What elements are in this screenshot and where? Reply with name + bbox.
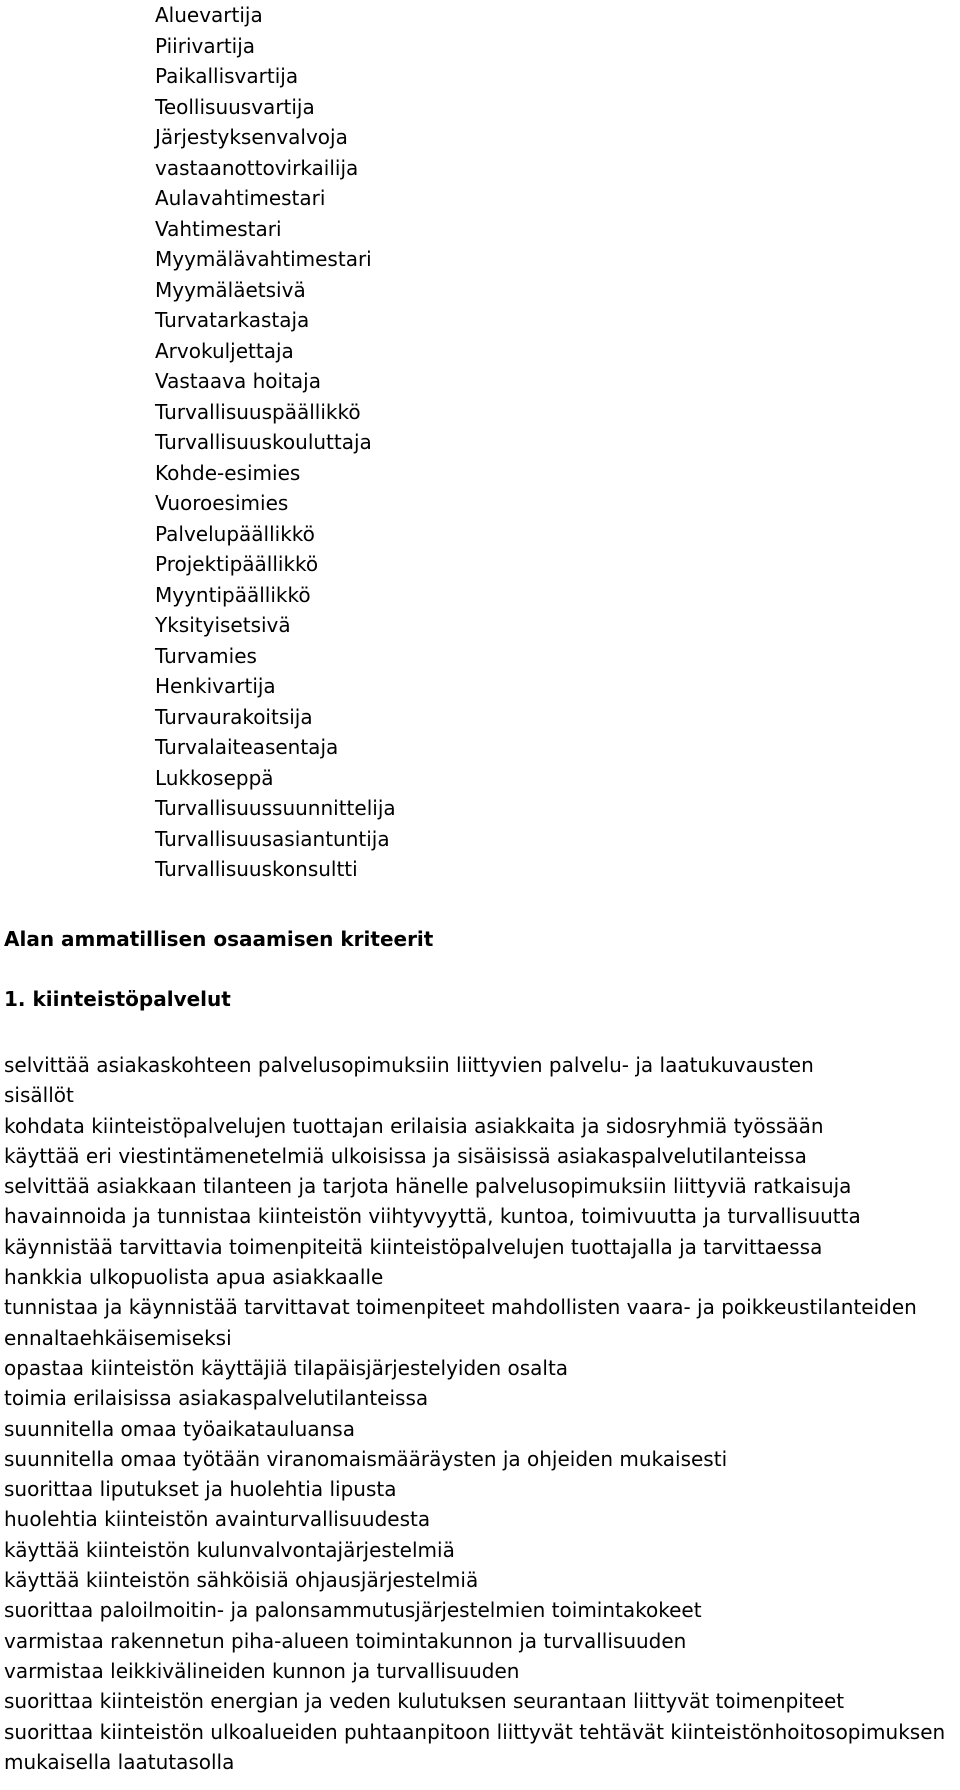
job-title: Kohde-esimies — [155, 460, 301, 485]
criteria-item: selvittää asiakkaan tilanteen ja tarjota hänelle palvelusopimuksiin liittyviä ratkaisuja — [4, 1174, 852, 1199]
job-title: Aulavahtimestari — [155, 186, 326, 210]
job-title: Vastaava hoitaja — [155, 369, 321, 393]
criteria-item: havainnoida ja tunnistaa kiinteistön viihtyvyyttä, kuntoa, toimivuutta ja turvallisuutta — [4, 1204, 861, 1229]
job-title: Järjestyksenvalvoja — [155, 125, 348, 149]
criteria-item: käyttää kiinteistön sähköisiä ohjausjärjestelmiä — [4, 1568, 479, 1593]
criteria-item: opastaa kiinteistön käyttäjiä tilapäisjärjestelyiden osalta — [4, 1355, 569, 1380]
job-title: Turvaurakoitsija — [155, 704, 313, 729]
job-title: Henkivartija — [155, 674, 276, 698]
job-title: Turvalaiteasentaja — [155, 735, 339, 759]
job-title: Projektipäällikkö — [155, 552, 319, 576]
criteria-item: varmistaa rakennetun piha-alueen toimintakunnon ja turvallisuuden — [4, 1628, 687, 1653]
job-title: vastaanottovirkailija — [155, 155, 359, 180]
job-title: Turvamies — [155, 643, 257, 668]
job-title: Turvallisuuskouluttaja — [155, 430, 372, 454]
criteria-item: suorittaa kiinteistön ulkoalueiden puhtaanpitoon liittyvät tehtävät kiinteistönhoitosopimuksen mukaisella laatutasolla — [4, 1719, 946, 1774]
criteria-item: suorittaa paloilmoitin- ja palonsammutusjärjestelmien toimintakokeet — [4, 1598, 702, 1623]
job-title-list — [155, 0, 396, 885]
section-heading: Alan ammatillisen osaamisen kriteerit — [4, 927, 434, 951]
job-title: Piirivartija — [155, 33, 256, 58]
job-title: Myyntipäällikkö — [155, 582, 311, 607]
criteria-item: tunnistaa ja käynnistää tarvittavat toimenpiteet mahdollisten vaara- ja poikkeustilanteiden ennaltaehkäisemiseksi — [4, 1295, 917, 1350]
job-title: Vahtimestari — [155, 216, 282, 241]
criteria-item: varmistaa leikkivälineiden kunnon ja turvallisuuden — [4, 1658, 520, 1683]
criteria-item: käyttää kiinteistön kulunvalvontajärjestelmiä — [4, 1537, 455, 1562]
criteria-item: kohdata kiinteistöpalvelujen tuottajan erilaisia asiakkaita ja sidosryhmiä työssään — [4, 1113, 824, 1138]
job-title: Arvokuljettaja — [155, 338, 294, 363]
job-title: Turvatarkastaja — [155, 308, 310, 332]
job-title: Aluevartija — [155, 3, 263, 27]
job-title: Myymälävahtimestari — [155, 247, 372, 271]
job-title: Turvallisuussuunnittelija — [155, 796, 396, 820]
criteria-item: toimia erilaisissa asiakaspalvelutilanteissa — [4, 1386, 429, 1411]
criteria-item: suunnitella omaa työaikatauluansa — [4, 1416, 355, 1441]
job-title: Yksityisetsivä — [155, 613, 291, 637]
criteria-item: suorittaa liputukset ja huolehtia lipusta — [4, 1477, 397, 1502]
job-title: Vuoroesimies — [155, 491, 289, 515]
job-title: Lukkoseppä — [155, 765, 274, 790]
job-title: Teollisuusvartija — [155, 94, 315, 119]
criteria-item: selvittää asiakaskohteen palvelusopimuksiin liittyvien palvelu- ja laatukuvausten sisällöt — [4, 1053, 814, 1108]
criteria-item: käyttää eri viestintämenetelmiä ulkoisissa ja sisäisissä asiakaspalvelutilanteissa — [4, 1143, 807, 1168]
job-title: Paikallisvartija — [155, 64, 299, 88]
job-title: Turvallisuuskonsultti — [155, 857, 358, 881]
criteria-list — [4, 1050, 954, 1777]
criteria-item: suorittaa kiinteistön energian ja veden kulutuksen seurantaan liittyvät toimenpiteet — [4, 1689, 845, 1714]
job-title: Turvallisuusasiantuntija — [155, 826, 390, 851]
criteria-item: huolehtia kiinteistön avainturvallisuudesta — [4, 1507, 431, 1532]
criteria-item: suunnitella omaa työtään viranomaismääräysten ja ohjeiden mukaisesti — [4, 1446, 728, 1471]
job-title: Turvallisuuspäällikkö — [155, 399, 361, 424]
criteria-item: käynnistää tarvittavia toimenpiteitä kiinteistöpalvelujen tuottajalla ja tarvittaessa hankkia ulkopuolista apua asiakkaalle — [4, 1234, 823, 1290]
subsection-heading: 1. kiinteistöpalvelut — [4, 987, 231, 1011]
job-title: Myymäläetsivä — [155, 277, 306, 302]
job-title: Palvelupäällikkö — [155, 521, 315, 546]
